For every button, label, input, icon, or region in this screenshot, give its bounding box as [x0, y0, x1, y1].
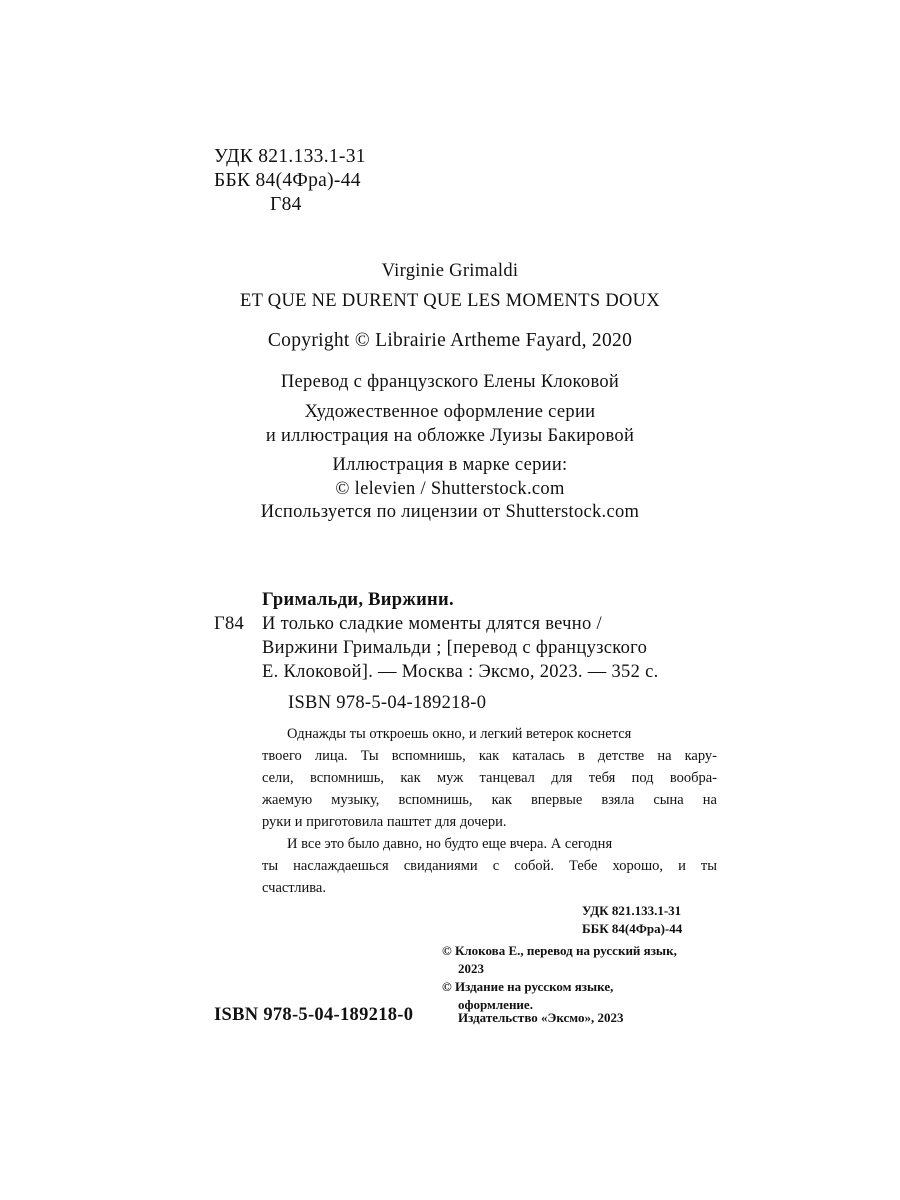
- footer-isbn: ISBN 978-5-04-189218-0: [214, 1005, 414, 1025]
- series-design-credit: Художественное оформление серии: [304, 402, 596, 422]
- original-title: ET QUE NE DURENT QUE LES MOMENTS DOUX: [240, 291, 660, 311]
- catalog-mark: Г84: [214, 614, 245, 634]
- annotation-bbk: ББК 84(4Фра)-44: [582, 921, 683, 936]
- copyright-line: 2023: [458, 961, 484, 976]
- annotation-line: сели, вспомнишь, как муж танцевал для тебя под вообра-: [262, 770, 717, 786]
- license-notice: Используется по лицензии от Shutterstock.com: [260, 502, 640, 522]
- catalog-line: И только сладкие моменты длятся вечно /: [262, 614, 602, 634]
- bbk-code: ББК 84(4Фра)-44: [214, 170, 361, 191]
- original-copyright: Copyright © Librairie Artheme Fayard, 2020: [267, 330, 633, 351]
- author-mark: Г84: [270, 194, 302, 215]
- udk-code: УДК 821.133.1-31: [214, 146, 366, 167]
- annotation-line: Однажды ты откроешь окно, и легкий ветерок коснется: [287, 726, 632, 742]
- copyright-line: © Клокова Е., перевод на русский язык,: [442, 943, 677, 958]
- copyright-line: Издательство «Эксмо», 2023: [458, 1010, 624, 1025]
- annotation-line: ты наслаждаешься свиданиями с собой. Тебе хорошо, и ты: [262, 858, 717, 874]
- copyright-line: оформление.: [458, 997, 533, 1012]
- cover-illustration-credit: и иллюстрация на обложке Луизы Бакировой: [265, 426, 635, 446]
- catalog-line: Е. Клоковой]. — Москва : Эксмо, 2023. — 352 с.: [262, 662, 659, 682]
- annotation-line: твоего лица. Ты вспомнишь, как каталась в детстве на кару-: [262, 748, 717, 764]
- original-author: Virginie Grimaldi: [381, 261, 519, 281]
- catalog-isbn: ISBN 978-5-04-189218-0: [288, 693, 487, 713]
- annotation-line: счастлива.: [262, 880, 326, 896]
- annotation-line: жаемую музыку, вспомнишь, как впервые взяла сына на: [262, 792, 717, 808]
- annotation-line: И все это было давно, но будто еще вчера. А сегодня: [287, 836, 613, 852]
- catalog-heading: Гримальди, Виржини.: [262, 590, 454, 610]
- annotation-line: руки и приготовила паштет для дочери.: [262, 814, 507, 830]
- shutterstock-credit: © lelevien / Shutterstock.com: [335, 479, 565, 499]
- catalog-line: Виржини Гримальди ; [перевод с французского: [262, 638, 648, 658]
- annotation-udk: УДК 821.133.1-31: [582, 903, 682, 918]
- copyright-line: © Издание на русском языке,: [442, 979, 614, 994]
- translator-credit: Перевод с французского Елены Клоковой: [280, 372, 620, 392]
- series-mark-heading: Иллюстрация в марке серии:: [332, 455, 568, 475]
